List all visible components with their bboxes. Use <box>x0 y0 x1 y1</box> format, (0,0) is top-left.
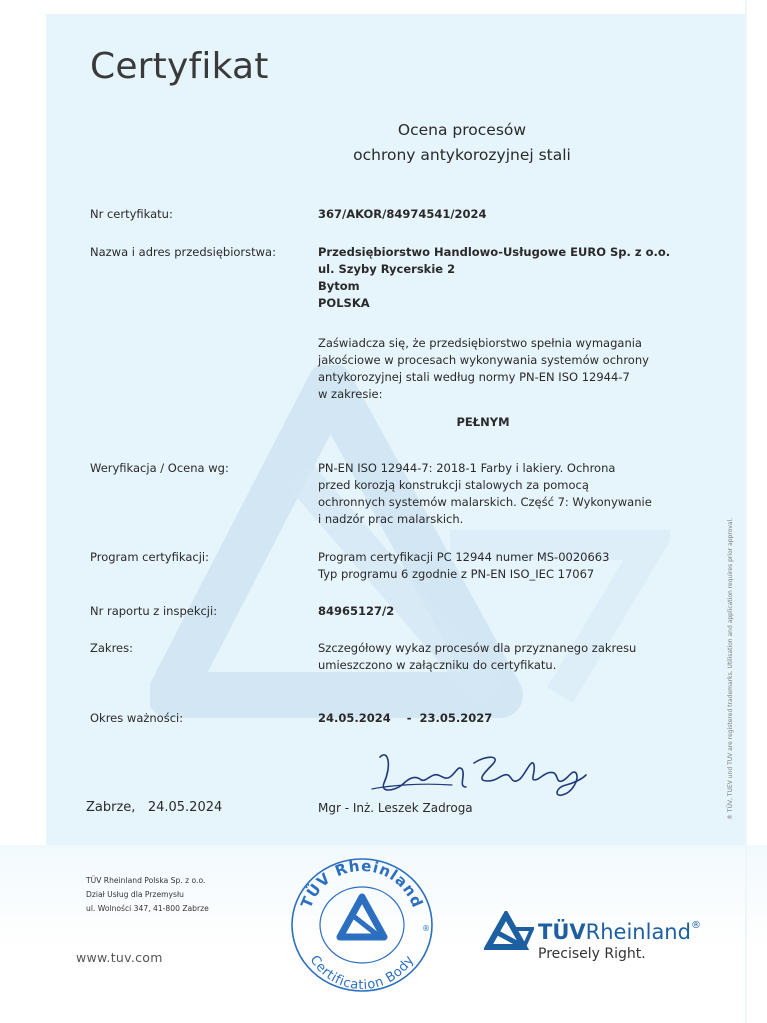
place-and-date: Zabrze, 24.05.2024 <box>86 800 223 815</box>
company-line: POLSKA <box>318 296 370 310</box>
program-label: Program certyfikacji: <box>90 550 209 564</box>
tuv-triangle-icon <box>484 911 534 951</box>
range-line: umieszczono w załączniku do certyfikatu. <box>318 658 557 672</box>
seal-registered-mark: ® <box>422 924 430 933</box>
verification-line: PN-EN ISO 12944-7: 2018-1 Farby i lakiery. Ochrona <box>318 461 616 475</box>
range-label: Zakres: <box>90 641 134 655</box>
report-label: Nr raportu z inspekcji: <box>90 604 218 618</box>
company-address <box>318 244 671 312</box>
program-line: Program certyfikacji PC 12944 numer MS-0020663 <box>318 550 610 564</box>
scope-word: PEŁNYM <box>456 415 510 429</box>
validity-value: 24.05.2024 - 23.05.2027 <box>318 711 493 725</box>
program-value <box>318 549 668 583</box>
page-edge <box>745 0 747 1023</box>
validity-label: Okres ważności: <box>90 711 184 725</box>
report-value: 84965127/2 <box>318 604 395 618</box>
verification-line: i nadzór prac malarskich. <box>318 512 464 526</box>
company-label: Nazwa i adres przedsiębiorstwa: <box>90 245 276 259</box>
certificate-subtitle <box>312 118 612 168</box>
cert-number-label: Nr certyfikatu: <box>90 207 173 221</box>
statement-line: jakościowe w procesach wykonywania systemów ochrony <box>318 353 649 367</box>
verification-line: ochronnych systemów malarskich. Część 7: Wykonywanie <box>318 495 652 509</box>
subtitle-line: ochrony antykorozyjnej stali <box>353 146 571 164</box>
range-value <box>318 640 668 674</box>
certification-seal <box>288 853 436 993</box>
tuv-rheinland-logo <box>538 920 701 944</box>
range-line: Szczegółowy wykaz procesów dla przyznanego zakresu <box>318 641 637 655</box>
cert-number-value: 367/AKOR/84974541/2024 <box>318 207 487 221</box>
website-link[interactable]: www.tuv.com <box>76 950 163 965</box>
company-line: ul. Szyby Rycerskie 2 <box>318 262 456 276</box>
signer-name: Mgr - Inż. Leszek Zadroga <box>318 801 473 815</box>
handwritten-signature <box>362 735 592 805</box>
company-line: Przedsiębiorstwo Handlowo-Usługowe EURO Sp. z o.o. <box>318 245 671 259</box>
seal-top-text: TÜV Rheinland <box>297 856 427 911</box>
svg-text:Certification Body <box>307 953 418 993</box>
statement-line: w zakresie: <box>318 387 383 401</box>
trademark-note: ® TÜV, TUEV und TUV are registered trademarks. Utilisation and application requires prior approval. <box>727 517 734 820</box>
statement-text <box>318 335 668 403</box>
statement-line: Zaświadcza się, że przedsiębiorstwo spełnia wymagania <box>318 336 642 350</box>
verification-line: przed korozją konstrukcji stalowych za pomocą <box>318 478 589 492</box>
logo-brand-bold: TÜV <box>538 920 586 944</box>
address-line: TÜV Rheinland Polska Sp. z o.o. <box>86 876 206 885</box>
program-line: Typ programu 6 zgodnie z PN-EN ISO_IEC 17067 <box>318 567 595 581</box>
logo-tagline: Precisely Right. <box>538 946 646 962</box>
address-line: ul. Wolności 347, 41-800 Zabrze <box>86 904 209 913</box>
verification-value <box>318 460 668 528</box>
subtitle-line: Ocena procesów <box>397 121 527 139</box>
issuer-address <box>86 874 209 916</box>
logo-registered-mark: ® <box>690 920 701 931</box>
company-line: Bytom <box>318 279 360 293</box>
statement-line: antykorozyjnej stali według normy PN-EN ISO 12944-7 <box>318 370 630 384</box>
page-title: Certyfikat <box>90 46 269 87</box>
seal-bottom-text: Certification Body <box>306 952 418 993</box>
logo-brand-rest: Rheinland <box>585 920 691 944</box>
address-line: Dział Usług dla Przemysłu <box>86 890 184 899</box>
verification-label: Weryfikacja / Ocena wg: <box>90 461 229 475</box>
